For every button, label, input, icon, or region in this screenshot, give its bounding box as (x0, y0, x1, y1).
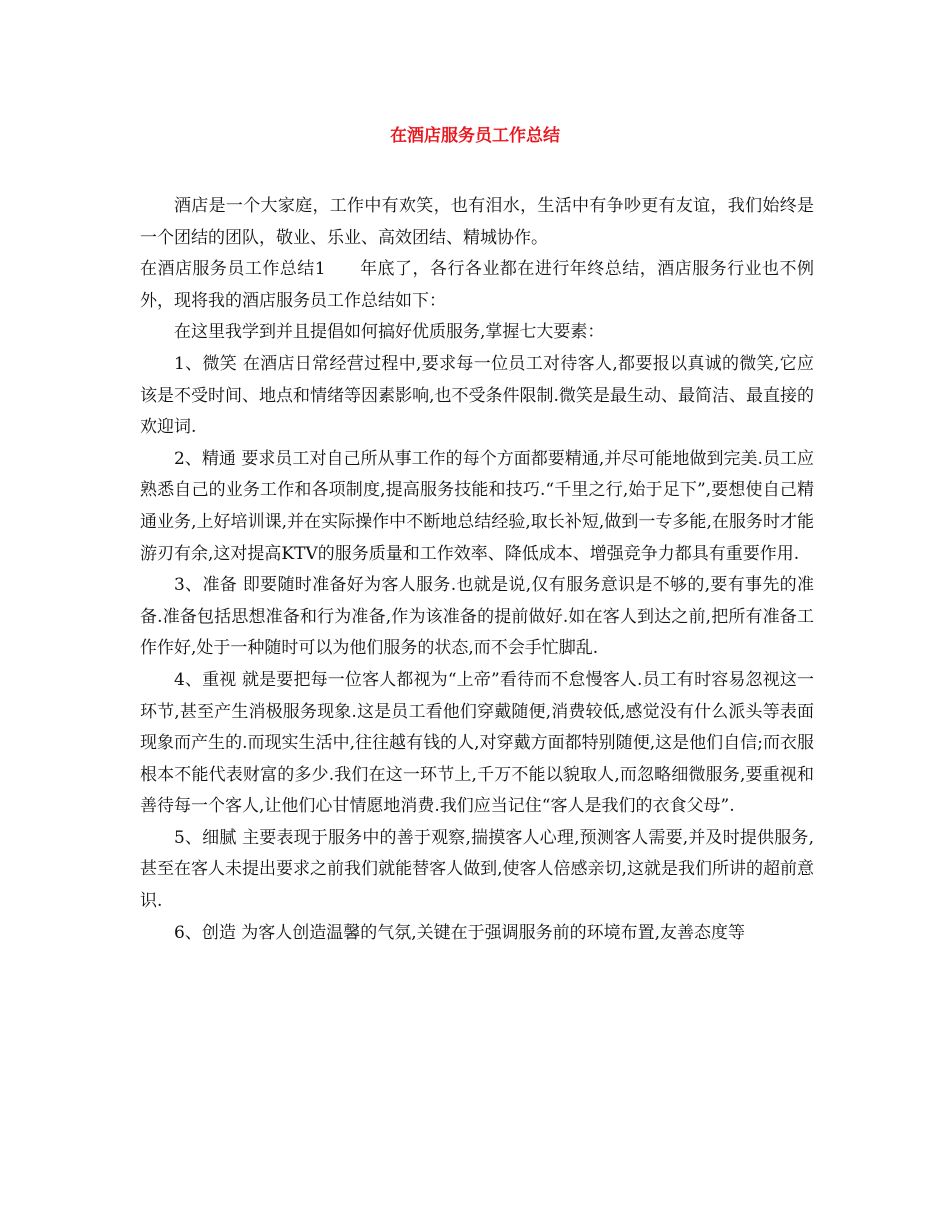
item-paragraph-5: 5、细腻 主要表现于服务中的善于观察,揣摸客人心理,预测客人需要,并及时提供服务,甚至在客人未提出要求之前我们就能替客人做到,使客人倍感亲切,这就是我们所讲的超前意识. (140, 827, 814, 912)
item-paragraph-1: 1、微笑 在酒店日常经营过程中,要求每一位员工对待客人,都要报以真诚的微笑,它应该是不受时间、地点和情绪等因素影响,也不受条件限制.微笑是最生动、最简洁、最直接的欢迎词. (140, 353, 814, 438)
document-title: 在酒店服务员工作总结 (390, 126, 560, 146)
item-paragraph-3: 3、准备 即要随时准备好为客人服务.也就是说,仅有服务意识是不够的,要有事先的准备.准备包括思想准备和行为准备,作为该准备的提前做好.如在客人到达之前,把所有准备工作作好,处于一种随时可以为他们服务的状态,而不会手忙脚乱. (140, 575, 814, 659)
document-body (140, 191, 814, 949)
item-paragraph-4: 4、重视 就是要把每一位客人都视为“上帝”看待而不怠慢客人.员工有时容易忽视这一环节,甚至产生消极服务现象.这是员工看他们穿戴随便,消费较低,感觉没有什么派头等表面现象而产生的.而现实生活中,往往越有钱的人,对穿戴方面都特别随便,这是他们自信;而衣服根本不能代表财富的多少.我们在这一环节上,千万不能以貌取人,而忽略细微服务,要重视和善待每一个客人,让他们心甘情愿地消费.我们应当记住“客人是我们的衣食父母”. (140, 669, 814, 817)
item-paragraph-2: 2、精通 要求员工对自己所从事工作的每个方面都要精通,并尽可能地做到完美.员工应熟悉自己的业务工作和各项制度,提高服务技能和技巧.“千里之行,始于足下”,要想使自己精通业务,上好培训课,并在实际操作中不断地总结经验,取长补短,做到一专多能,在服务时才能游刃有余,这对提高KTV的服务质量和工作效率、降低成本、增强竞争力都具有重要作用. (140, 448, 814, 564)
item-paragraph-6: 6、创造 为客人创造温馨的气氛,关键在于强调服务前的环境布置,友善态度等 (174, 922, 746, 943)
lead-paragraph: 在这里我学到并且提倡如何搞好优质服务,掌握七大要素： (174, 322, 605, 343)
summary-heading: 在酒店服务员工作总结1 (140, 259, 326, 280)
intro-paragraph: 酒店是一个大家庭，工作中有欢笑，也有泪水，生活中有争吵更有友谊，我们始终是一个团结的团队，敬业、乐业、高效团结、精城协作。 (140, 196, 814, 248)
summary-paragraph (140, 254, 814, 317)
summary-text: 年底了，各行各业都在进行年终总结，酒店服务行业也不例外，现将我的酒店服务员工作总结如下： (140, 259, 814, 311)
